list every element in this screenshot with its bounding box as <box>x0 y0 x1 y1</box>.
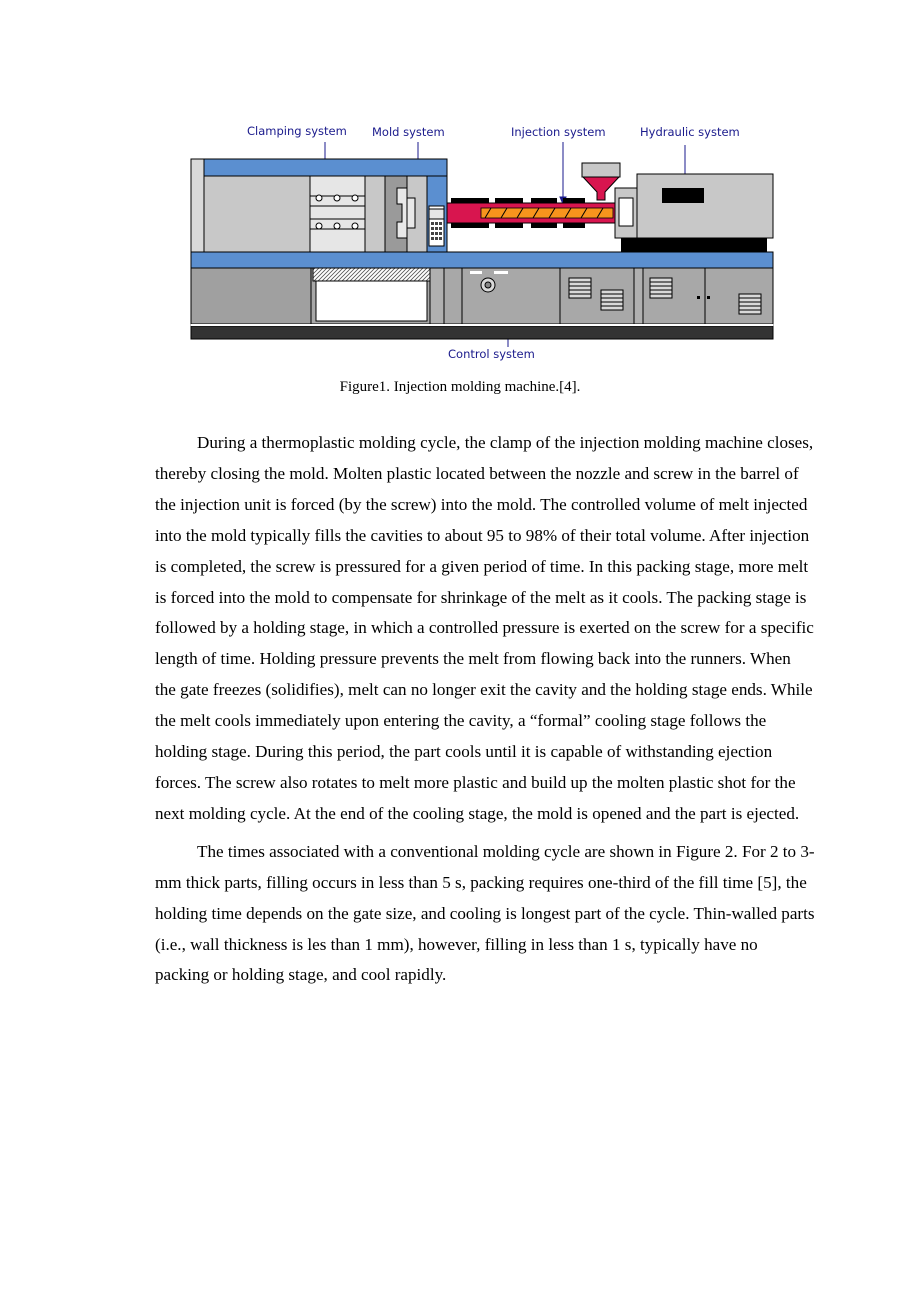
control-system-label: Control system <box>448 347 535 361</box>
machine-base <box>191 252 773 339</box>
hydraulic-system-label: Hydraulic system <box>640 125 740 139</box>
paragraph-molding-cycle: During a thermoplastic molding cycle, the clamp of the injection molding machine closes, thereby closing the mold. Molten plastic located between the nozzle and screw in the barrel of the injection unit is forced (by the screw) into the mold. The controlled volume of melt injected into the mold typically fills the cavities to about 95 to 98% of their total volume. After injection is completed, the screw is pressured for a given period of time. In this packing stage, more melt is forced into the mold to compensate for shrinkage of the melt as it cools. The packing stage is followed by a holding stage, in which a controlled pressure is exerted on the screw for a specific length of time. Holding pressure prevents the melt from flowing back into the runners. When the gate freezes (solidifies), melt can no longer exit the cavity and the holding stage ends. While the melt cools immediately upon entering the cavity, a “formal” cooling stage follows the holding stage. During this period, the part cools until it is capable of withstanding ejection forces. The screw also rotates to melt more plastic and build up the molten plastic shot for the next molding cycle. At the end of the cooling stage, the mold is opened and the part is ejected. <box>155 433 814 823</box>
figure-caption: Figure1. Injection molding machine.[4]. <box>339 379 581 395</box>
clamping-unit <box>191 159 447 252</box>
paragraph-cycle-times: The times associated with a conventional molding cycle are shown in Figure 2. For 2 to 3-mm thick parts, filling occurs in less than 5 s, packing requires one-third of the fill time [5], the holding time depends on the gate size, and cooling is longest part of the cycle. Thin-walled parts (i.e., wall thickness is les than 1 mm), however, filling in less than 1 s, typically have no packing or holding stage, and cool rapidly. <box>155 841 815 985</box>
mold-system-label: Mold system <box>372 125 445 139</box>
machine-diagram <box>185 118 785 368</box>
injection-system-label: Injection system <box>511 125 606 139</box>
injection-molding-machine-figure <box>185 118 785 368</box>
clamping-system-label: Clamping system <box>247 124 347 138</box>
body-text <box>155 428 815 991</box>
injection-unit <box>447 163 773 252</box>
